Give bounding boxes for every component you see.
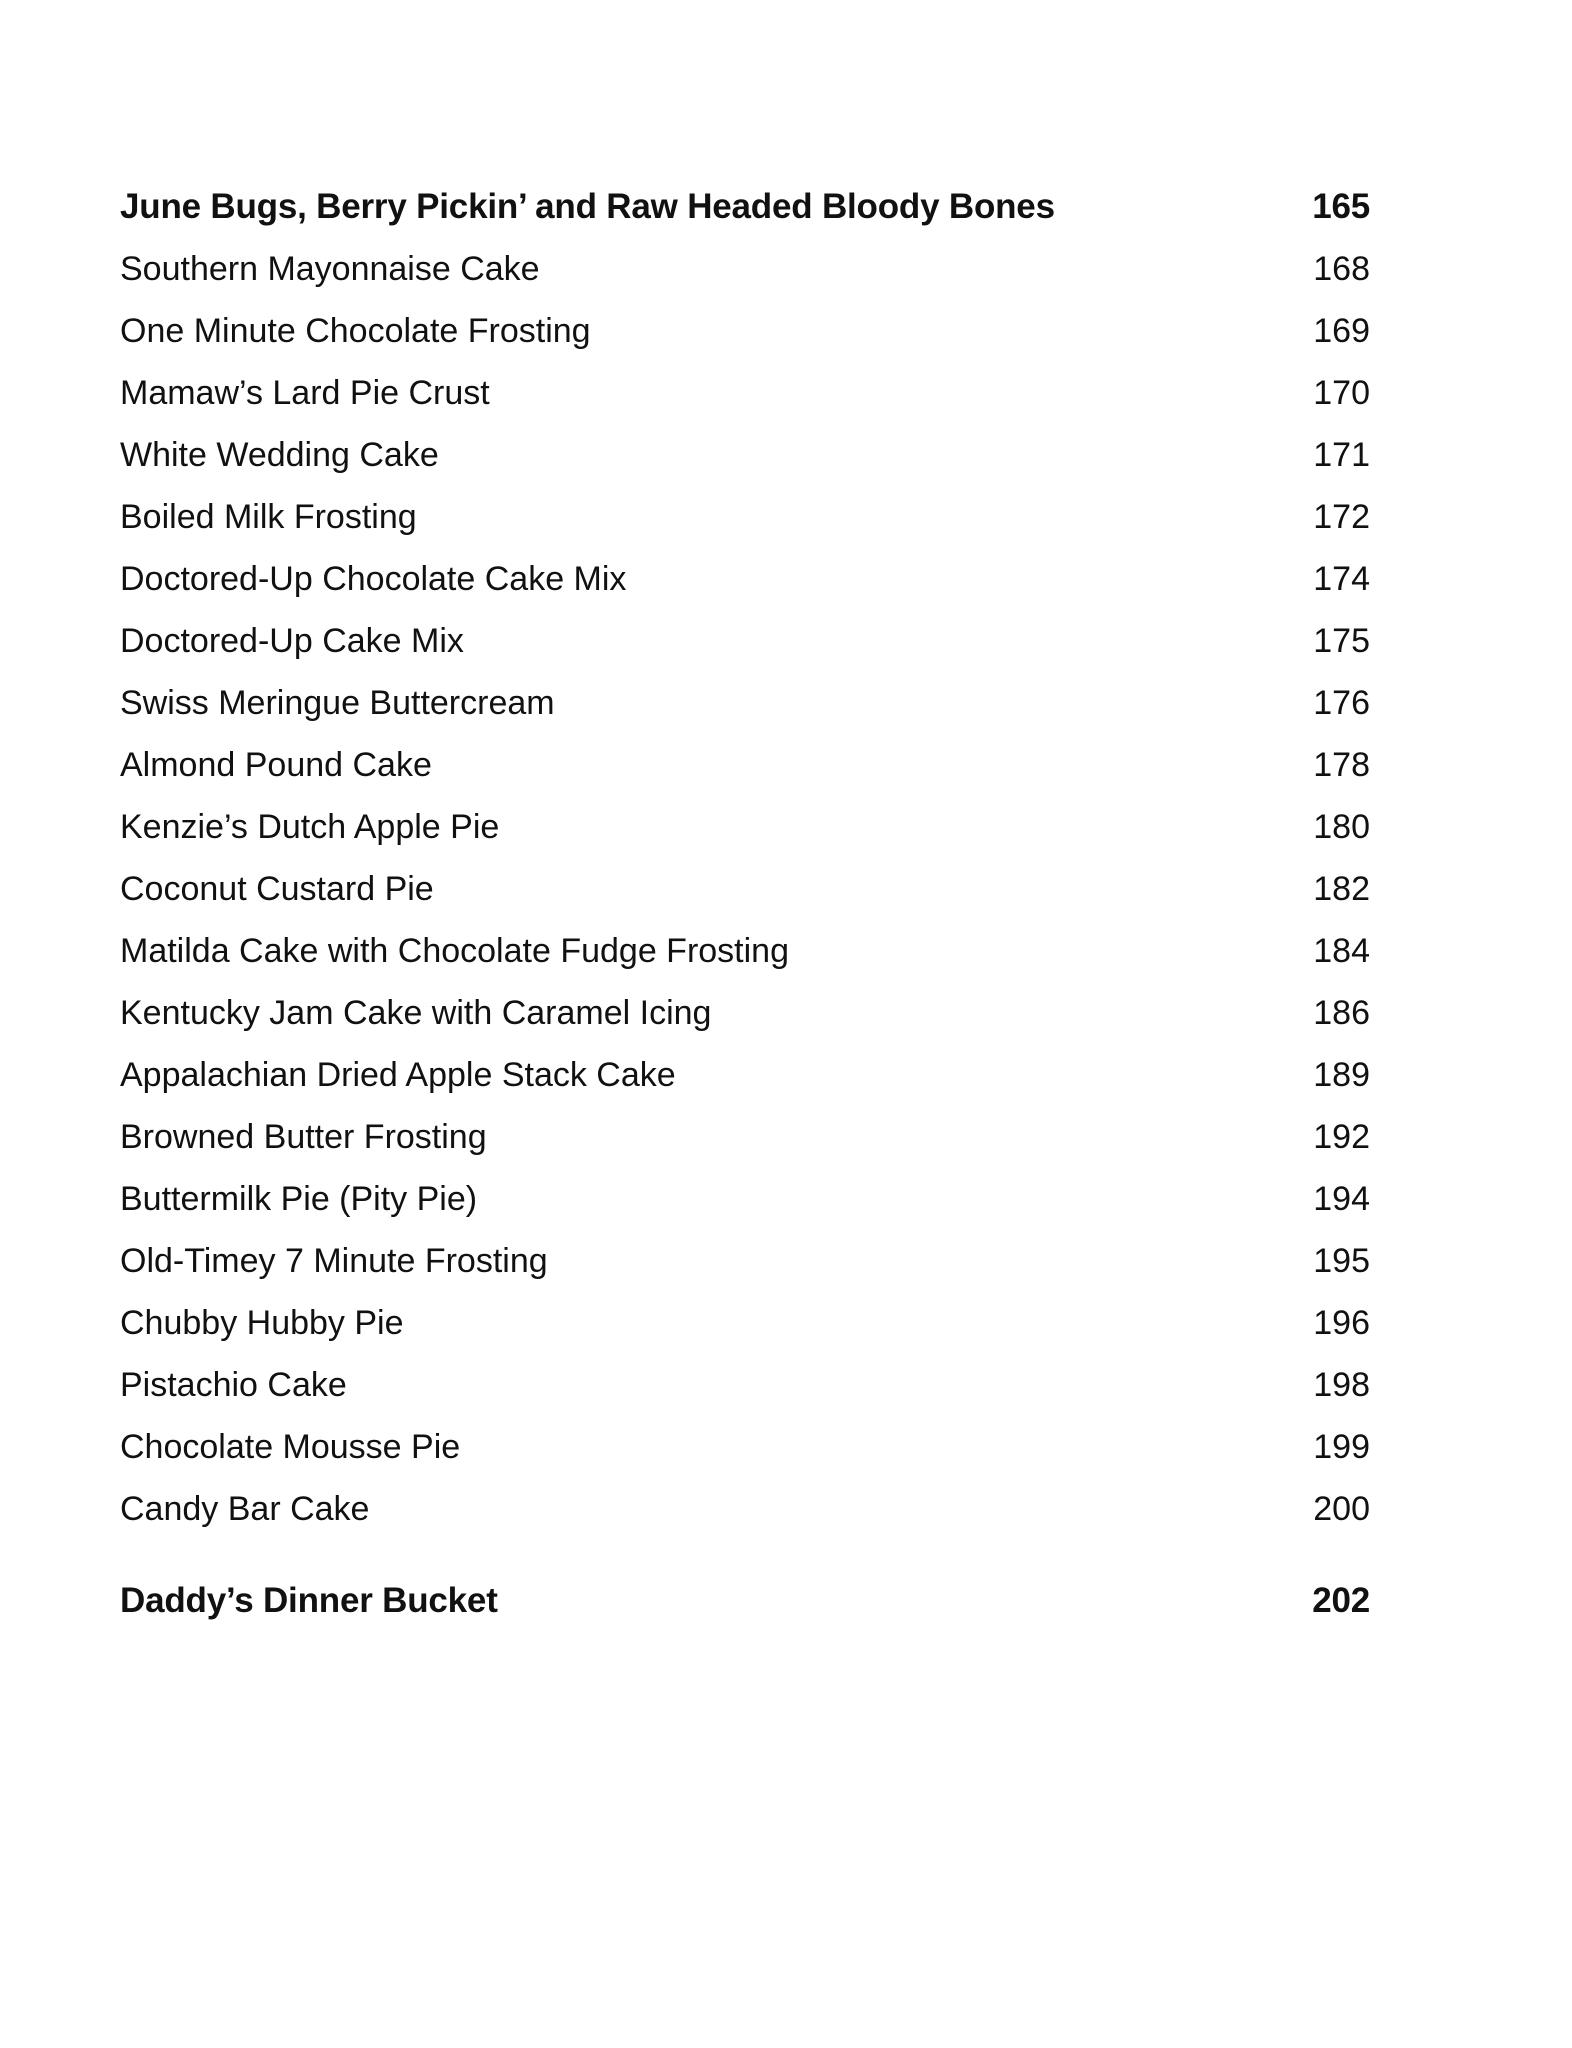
entry-page-number: 182 (1313, 870, 1370, 908)
entry-page-number: 176 (1313, 684, 1370, 722)
entry-title: Southern Mayonnaise Cake (120, 250, 540, 288)
entry-page-number: 172 (1313, 498, 1370, 536)
toc-entry[interactable] (120, 548, 1370, 610)
toc-entry[interactable] (120, 1230, 1370, 1292)
entry-title: Old-Timey 7 Minute Frosting (120, 1242, 548, 1280)
section-title: June Bugs, Berry Pickin’ and Raw Headed Bloody Bones (120, 187, 1055, 226)
entry-title: Doctored-Up Chocolate Cake Mix (120, 560, 627, 598)
entry-title: One Minute Chocolate Frosting (120, 312, 591, 350)
toc-entry[interactable] (120, 610, 1370, 672)
toc-entry[interactable] (120, 1292, 1370, 1354)
toc-entry[interactable] (120, 424, 1370, 486)
section-page-number: 165 (1312, 187, 1370, 226)
entry-title: Matilda Cake with Chocolate Fudge Frosting (120, 932, 789, 970)
entry-page-number: 194 (1313, 1180, 1370, 1218)
toc-entry[interactable] (120, 982, 1370, 1044)
entry-page-number: 192 (1313, 1118, 1370, 1156)
entry-page-number: 199 (1313, 1428, 1370, 1466)
toc-entry[interactable] (120, 238, 1370, 300)
entry-page-number: 171 (1313, 436, 1370, 474)
entry-page-number: 189 (1313, 1056, 1370, 1094)
entry-title: White Wedding Cake (120, 436, 439, 474)
entry-title: Coconut Custard Pie (120, 870, 434, 908)
entry-title: Chocolate Mousse Pie (120, 1428, 461, 1466)
toc-entry[interactable] (120, 300, 1370, 362)
entry-page-number: 186 (1313, 994, 1370, 1032)
entry-title: Appalachian Dried Apple Stack Cake (120, 1056, 676, 1094)
toc-entry[interactable] (120, 486, 1370, 548)
entry-page-number: 169 (1313, 312, 1370, 350)
entry-page-number: 180 (1313, 808, 1370, 846)
entry-title: Pistachio Cake (120, 1366, 347, 1404)
entry-title: Almond Pound Cake (120, 746, 432, 784)
toc-entry[interactable] (120, 362, 1370, 424)
section-title: Daddy’s Dinner Bucket (120, 1581, 498, 1620)
section-page-number: 202 (1312, 1581, 1370, 1620)
entry-page-number: 178 (1313, 746, 1370, 784)
toc-entry[interactable] (120, 796, 1370, 858)
entry-page-number: 168 (1313, 250, 1370, 288)
entry-page-number: 198 (1313, 1366, 1370, 1404)
entry-title: Boiled Milk Frosting (120, 498, 417, 536)
toc-entry[interactable] (120, 1354, 1370, 1416)
entry-title: Mamaw’s Lard Pie Crust (120, 374, 490, 412)
entry-title: Doctored-Up Cake Mix (120, 622, 464, 660)
toc-entry[interactable] (120, 734, 1370, 796)
entry-page-number: 174 (1313, 560, 1370, 598)
entry-page-number: 170 (1313, 374, 1370, 412)
entry-title: Browned Butter Frosting (120, 1118, 487, 1156)
toc-section-heading[interactable] (120, 1570, 1370, 1632)
entry-page-number: 195 (1313, 1242, 1370, 1280)
entry-title: Buttermilk Pie (Pity Pie) (120, 1180, 478, 1218)
entry-title: Kentucky Jam Cake with Caramel Icing (120, 994, 712, 1032)
toc-entry[interactable] (120, 672, 1370, 734)
entry-page-number: 184 (1313, 932, 1370, 970)
toc-entry[interactable] (120, 1416, 1370, 1478)
table-of-contents (120, 176, 1370, 1632)
section-spacer (120, 1540, 1370, 1570)
entry-title: Chubby Hubby Pie (120, 1304, 404, 1342)
entry-title: Kenzie’s Dutch Apple Pie (120, 808, 500, 846)
entry-page-number: 200 (1313, 1490, 1370, 1528)
entry-title: Candy Bar Cake (120, 1490, 370, 1528)
toc-entry[interactable] (120, 1168, 1370, 1230)
entry-page-number: 175 (1313, 622, 1370, 660)
entry-title: Swiss Meringue Buttercream (120, 684, 555, 722)
toc-entry[interactable] (120, 1478, 1370, 1540)
entry-page-number: 196 (1313, 1304, 1370, 1342)
toc-entry[interactable] (120, 1106, 1370, 1168)
toc-entry[interactable] (120, 920, 1370, 982)
toc-entry[interactable] (120, 858, 1370, 920)
toc-section-heading[interactable] (120, 176, 1370, 238)
toc-entry[interactable] (120, 1044, 1370, 1106)
